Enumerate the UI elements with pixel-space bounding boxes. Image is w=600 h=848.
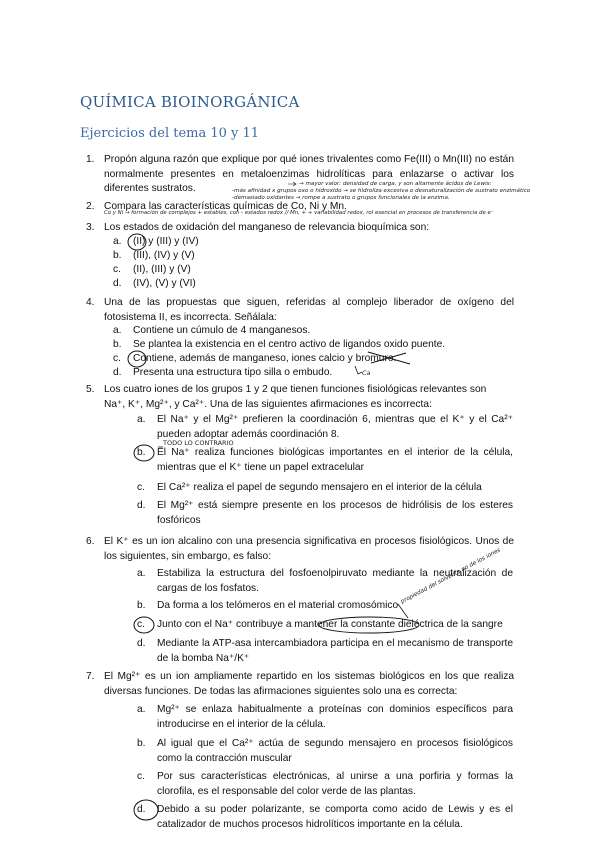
question-text: Los cuatro iones de los grupos 1 y 2 que tienen funciones fisiológicas relevantes son [104, 384, 487, 395]
question-5 [86, 383, 514, 412]
handwritten-note: -más afinidad x grupos oxo o hidroxido → se hidroliza excesiva o desnaturalización de sustrato enzimático [232, 188, 531, 194]
question-number: 3. [86, 222, 95, 233]
handwritten-note: propiedad del solvente no de los iones [400, 547, 502, 606]
question-text: Los estados de oxidación del manganeso de relevancia bioquímica son: [104, 222, 430, 233]
option-a: a. (II) y (III) y (IV) [113, 236, 199, 247]
question-number: 7. [86, 671, 95, 682]
option-b: b. El Na⁺ realiza funciones biológicas importantes en el interior de la célula, mientras que el K⁺ tiene un papel extracelular [137, 447, 513, 473]
option-c: c. Junto con el Na⁺ contribuye a mantener la constante dieléctrica de la sangre [137, 619, 503, 630]
question-number: 4. [86, 297, 95, 308]
handwritten-note: Co y Ni → formación de complejos + estables, con - estados redox // Mn, + + variabilidad redox, rol esencial en procesos de transferencia de e⁻ [104, 210, 494, 216]
question-text: Una de las propuestas que siguen, referidas al complejo liberador de oxígeno del fotosistema II, es incorrecta. Señálala: [104, 297, 514, 323]
option-b: b. Da forma a los telómeros en el material cromosómico [137, 600, 399, 611]
question-6 [86, 535, 514, 564]
option-d: d. Mediante la ATP-asa intercambiadora participa en el mecanismo de transporte de la bomba Na⁺/K⁺ [137, 638, 513, 664]
option-a: a. El Na⁺ y el Mg²⁺ prefieren la coordinación 6, mientras que el K⁺ y el Ca²⁺ pueden adoptar además coordinación 8. [137, 414, 513, 440]
option-b: b. (III), (IV) y (V) [113, 250, 195, 261]
document-title: QUÍMICA BIOINORGÁNICA [80, 93, 300, 111]
option-a: a. Contiene un cúmulo de 4 manganesos. [113, 325, 311, 336]
question-text: El K⁺ es un ion alcalino con una presencia significativa en procesos fisiológicos. Unos de los siguientes, sin embargo, es falso: [104, 536, 514, 562]
question-3 [86, 221, 514, 236]
option-b: b. Se plantea la existencia en el centro activo de ligandos oxido puente. [113, 339, 446, 350]
question-number: 6. [86, 536, 95, 547]
handwritten-note: → mayor valor: densidad de carga, y son altamente ácidos de Lewis: [299, 181, 492, 187]
option-c: c. El Ca²⁺ realiza el papel de segundo mensajero en el interior de la célula [137, 482, 482, 493]
question-number: 2. [86, 201, 95, 212]
option-d: d. El Mg²⁺ está siempre presente en los procesos de hidrólisis de los esteres fosfóricos [137, 500, 513, 526]
question-7 [86, 670, 514, 699]
handwritten-note: Ca [362, 369, 371, 377]
option-b: b. Al igual que el Ca²⁺ actúa de segundo mensajero en procesos fisiológicos como la contracción muscular [137, 738, 513, 764]
option-c: c. Por sus características electrónicas, al unirse a una porfiria y formas la clorofila, es el responsable del color verde de las plantas. [137, 771, 513, 797]
option-d: d. Presenta una estructura tipo silla o embudo. [113, 367, 333, 378]
option-d: d. Debido a su poder polarizante, se comporta como acido de Lewis y es el catalizador de muchos procesos hidrolíticos importante en la célula. [137, 804, 513, 830]
option-c: c. (II), (III) y (V) [113, 264, 191, 275]
handwritten-note: TODO LO CONTRARIO [163, 439, 234, 447]
option-a: a. Mg²⁺ se enlaza habitualmente a proteínas con dominios específicos para introducirse en el interior de la célula. [137, 704, 513, 730]
document-subtitle: Ejercicios del tema 10 y 11 [80, 126, 260, 141]
option-a: a. Estabiliza la estructura del fosfoenolpiruvato mediante la neutralización de cargas de los fosfatos. [137, 568, 513, 594]
handwritten-note: -demasiado oxidantes → rompe a sustrato o grupos funcionales de la enzima. [232, 195, 450, 201]
question-text: Propón alguna razón que explique por qué iones trivalentes como Fe(III) o Mn(III) no están normalmente presentes en metaloenzimas hidrolíticas para enlazarse o activar los diferentes sustratos. [104, 154, 514, 194]
question-text: El Mg²⁺ es un ion ampliamente repartido en los sistemas biológicos en los que realiza diversas funciones. De todas las afirmaciones siguientes solo una es correcta: [104, 671, 514, 697]
question-text: Compara las características químicas de Co, Ni y Mn. [104, 201, 347, 212]
option-d: d. (IV), (V) y (VI) [113, 278, 196, 289]
question-number: 1. [86, 154, 95, 165]
question-4 [86, 296, 514, 325]
question-text-ions: Na⁺, K⁺, Mg²⁺, y Ca²⁺. Una de las siguientes afirmaciones es incorrecta: [104, 398, 432, 410]
question-number: 5. [86, 384, 95, 395]
option-c: c. Contiene, además de manganeso, iones calcio y bromuro. [113, 353, 397, 364]
